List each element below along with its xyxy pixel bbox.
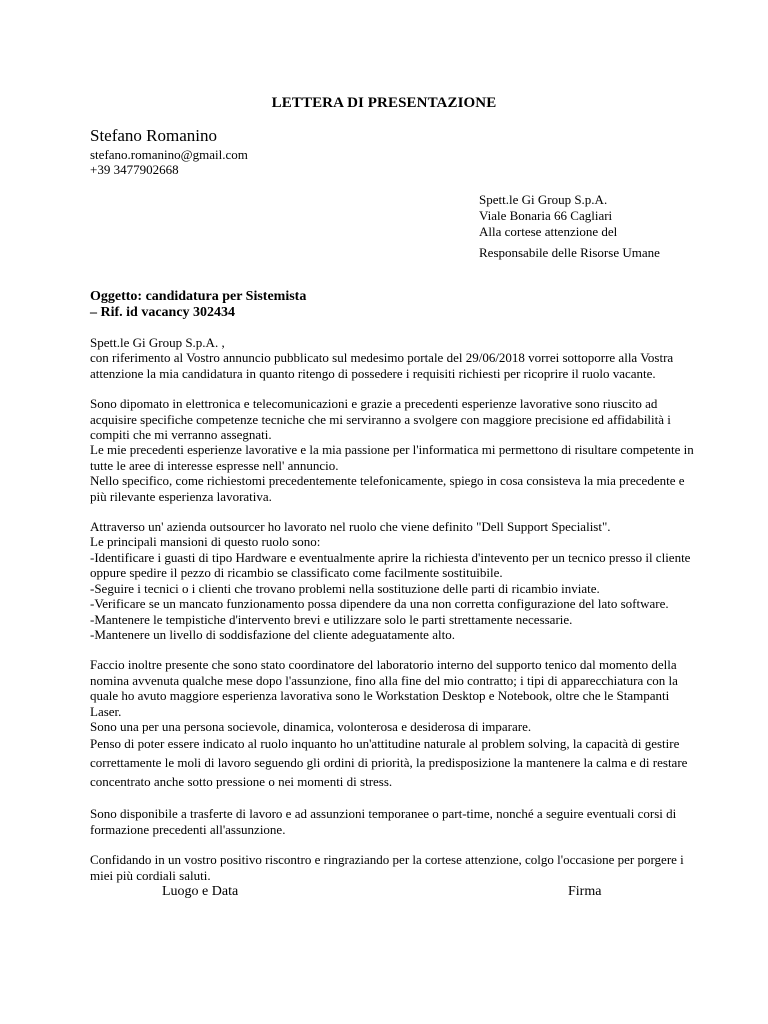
body-line: miei più cordiali saluti. <box>90 867 211 883</box>
body-line: Sono disponibile a trasferte di lavoro e ad assunzioni temporanee o part-time, nonché a seguire eventuali corsi di <box>90 806 677 822</box>
body-line: oppure spedire il pezzo di ricambio se classificato come facilmente sostituibile. <box>90 565 503 581</box>
body-line: concentrato anche sotto pressione o nei momenti di stress. <box>90 774 393 790</box>
sender-email: stefano.romanino@gmail.com <box>90 147 248 162</box>
body-line: -Seguire i tecnici o i clienti che trovano problemi nella sostituzione delle parti di ricambio inviate. <box>90 580 600 596</box>
body-line: -Verificare se un mancato funzionamento possa dipendere da una non corretta configurazione del lato software. <box>90 596 669 612</box>
body-line: acquisire specifiche competenze tecniche che mi serviranno a svolgere con maggiore precisione ed affidabilità i <box>90 411 671 427</box>
paragraph-skills <box>90 734 688 791</box>
sender-name: Stefano Romanino <box>90 126 218 145</box>
paragraph-background <box>90 396 694 504</box>
body-line: formazione precedenti all'assunzione. <box>90 821 286 837</box>
recipient-line: Responsabile delle Risorse Umane <box>479 245 660 260</box>
body-line: con riferimento al Vostro annuncio pubblicato sul medesimo portale del 29/06/2018 vorrei sottoporre alla Vostra <box>90 350 674 366</box>
body-line: Penso di poter essere indicato al ruolo inquanto ho un'attitudine naturale al problem solving, la capacità di gestire <box>90 736 680 752</box>
body-line: tutte le aree di interesse espresse nell' annuncio. <box>90 457 339 473</box>
signature-label: Firma <box>568 884 602 899</box>
paragraph-coordinator <box>90 657 680 734</box>
place-date-label: Luogo e Data <box>162 884 239 899</box>
body-line: Spett.le Gi Group S.p.A. , <box>90 335 225 350</box>
recipient-line: Spett.le Gi Group S.p.A. <box>479 192 608 207</box>
sender-block <box>90 125 248 177</box>
recipient-block <box>479 192 660 264</box>
body-line: Faccio inoltre presente che sono stato coordinatore del laboratorio interno del supporto tenico dal momento della <box>90 657 677 673</box>
paragraph-availability <box>90 806 680 837</box>
body-line: attenzione la mia candidatura in quanto ritengo di possedere i requisiti richiesti per ricoprire il ruolo vacante. <box>90 365 656 381</box>
body-line: -Mantenere un livello di soddisfazione del cliente adeguatamente alto. <box>90 626 455 642</box>
subject-block <box>90 289 306 321</box>
body-line: -Identificare i guasti di tipo Hardware e eventualmente aprire la richiesta d'intevento per un tecnico presso il cliente <box>90 549 691 565</box>
body-line: -Mantenere le tempistiche d'intervento brevi e utilizzare solo le parti strettamente necessarie. <box>90 611 573 627</box>
body-line: Le principali mansioni di questo ruolo sono: <box>90 534 321 550</box>
subject-line: Oggetto: candidatura per Sistemista <box>90 289 307 304</box>
recipient-line: Alla cortese attenzione del <box>479 224 618 239</box>
body-line: Sono una per una persona socievole, dinamica, volonterosa e desiderosa di imparare. <box>90 718 532 734</box>
body-line: più rilevante esperienza lavorativa. <box>90 488 272 504</box>
paragraph-duties <box>90 519 691 642</box>
paragraph-closing <box>90 852 684 883</box>
body-line: Attraverso un' azienda outsourcer ho lavorato nel ruolo che viene definito "Dell Support Specialist". <box>90 519 611 535</box>
recipient-line: Viale Bonaria 66 Cagliari <box>479 208 613 223</box>
body-line: Sono dipomato in elettronica e telecomunicazioni e grazie a precedenti esperienze lavorative sono riuscito ad <box>90 396 658 412</box>
page-title: LETTERA DI PRESENTAZIONE <box>271 95 497 111</box>
body-line: quale ho avuto maggiore esperienza lavorativa sono le Workstation Desktop e Notebook, oltre che le Stampanti <box>90 688 670 704</box>
body-line: nomina avvenuta qualche mese dopo l'assunzione, fino alla fine del mio contratto; i tipi di apparecchiatura con la <box>90 672 678 688</box>
sender-phone: +39 3477902668 <box>90 162 179 177</box>
body-line: Le mie precedenti esperienze lavorative e la mia passione per l'informatica mi permettono di risultare competente in <box>90 442 694 458</box>
body-line: Nello specifico, come richiestomi precedentemente telefonicamente, spiego in cosa consisteva la mia precedente e <box>90 473 685 489</box>
body-line: Laser. <box>90 703 122 719</box>
subject-line: – Rif. id vacancy 302434 <box>90 305 236 320</box>
body-line: Confidando in un vostro positivo riscontro e ringraziando per la cortese attenzione, colgo l'occasione per porgere i <box>90 852 684 868</box>
body-line: correttamente le moli di lavoro seguendo gli ordini di priorità, la predisposizione la mantenere la calma e di restare <box>90 755 688 771</box>
letter-body <box>90 335 694 898</box>
paragraph-greeting <box>90 335 680 381</box>
body-line: compiti che mi verranno assegnati. <box>90 427 272 443</box>
